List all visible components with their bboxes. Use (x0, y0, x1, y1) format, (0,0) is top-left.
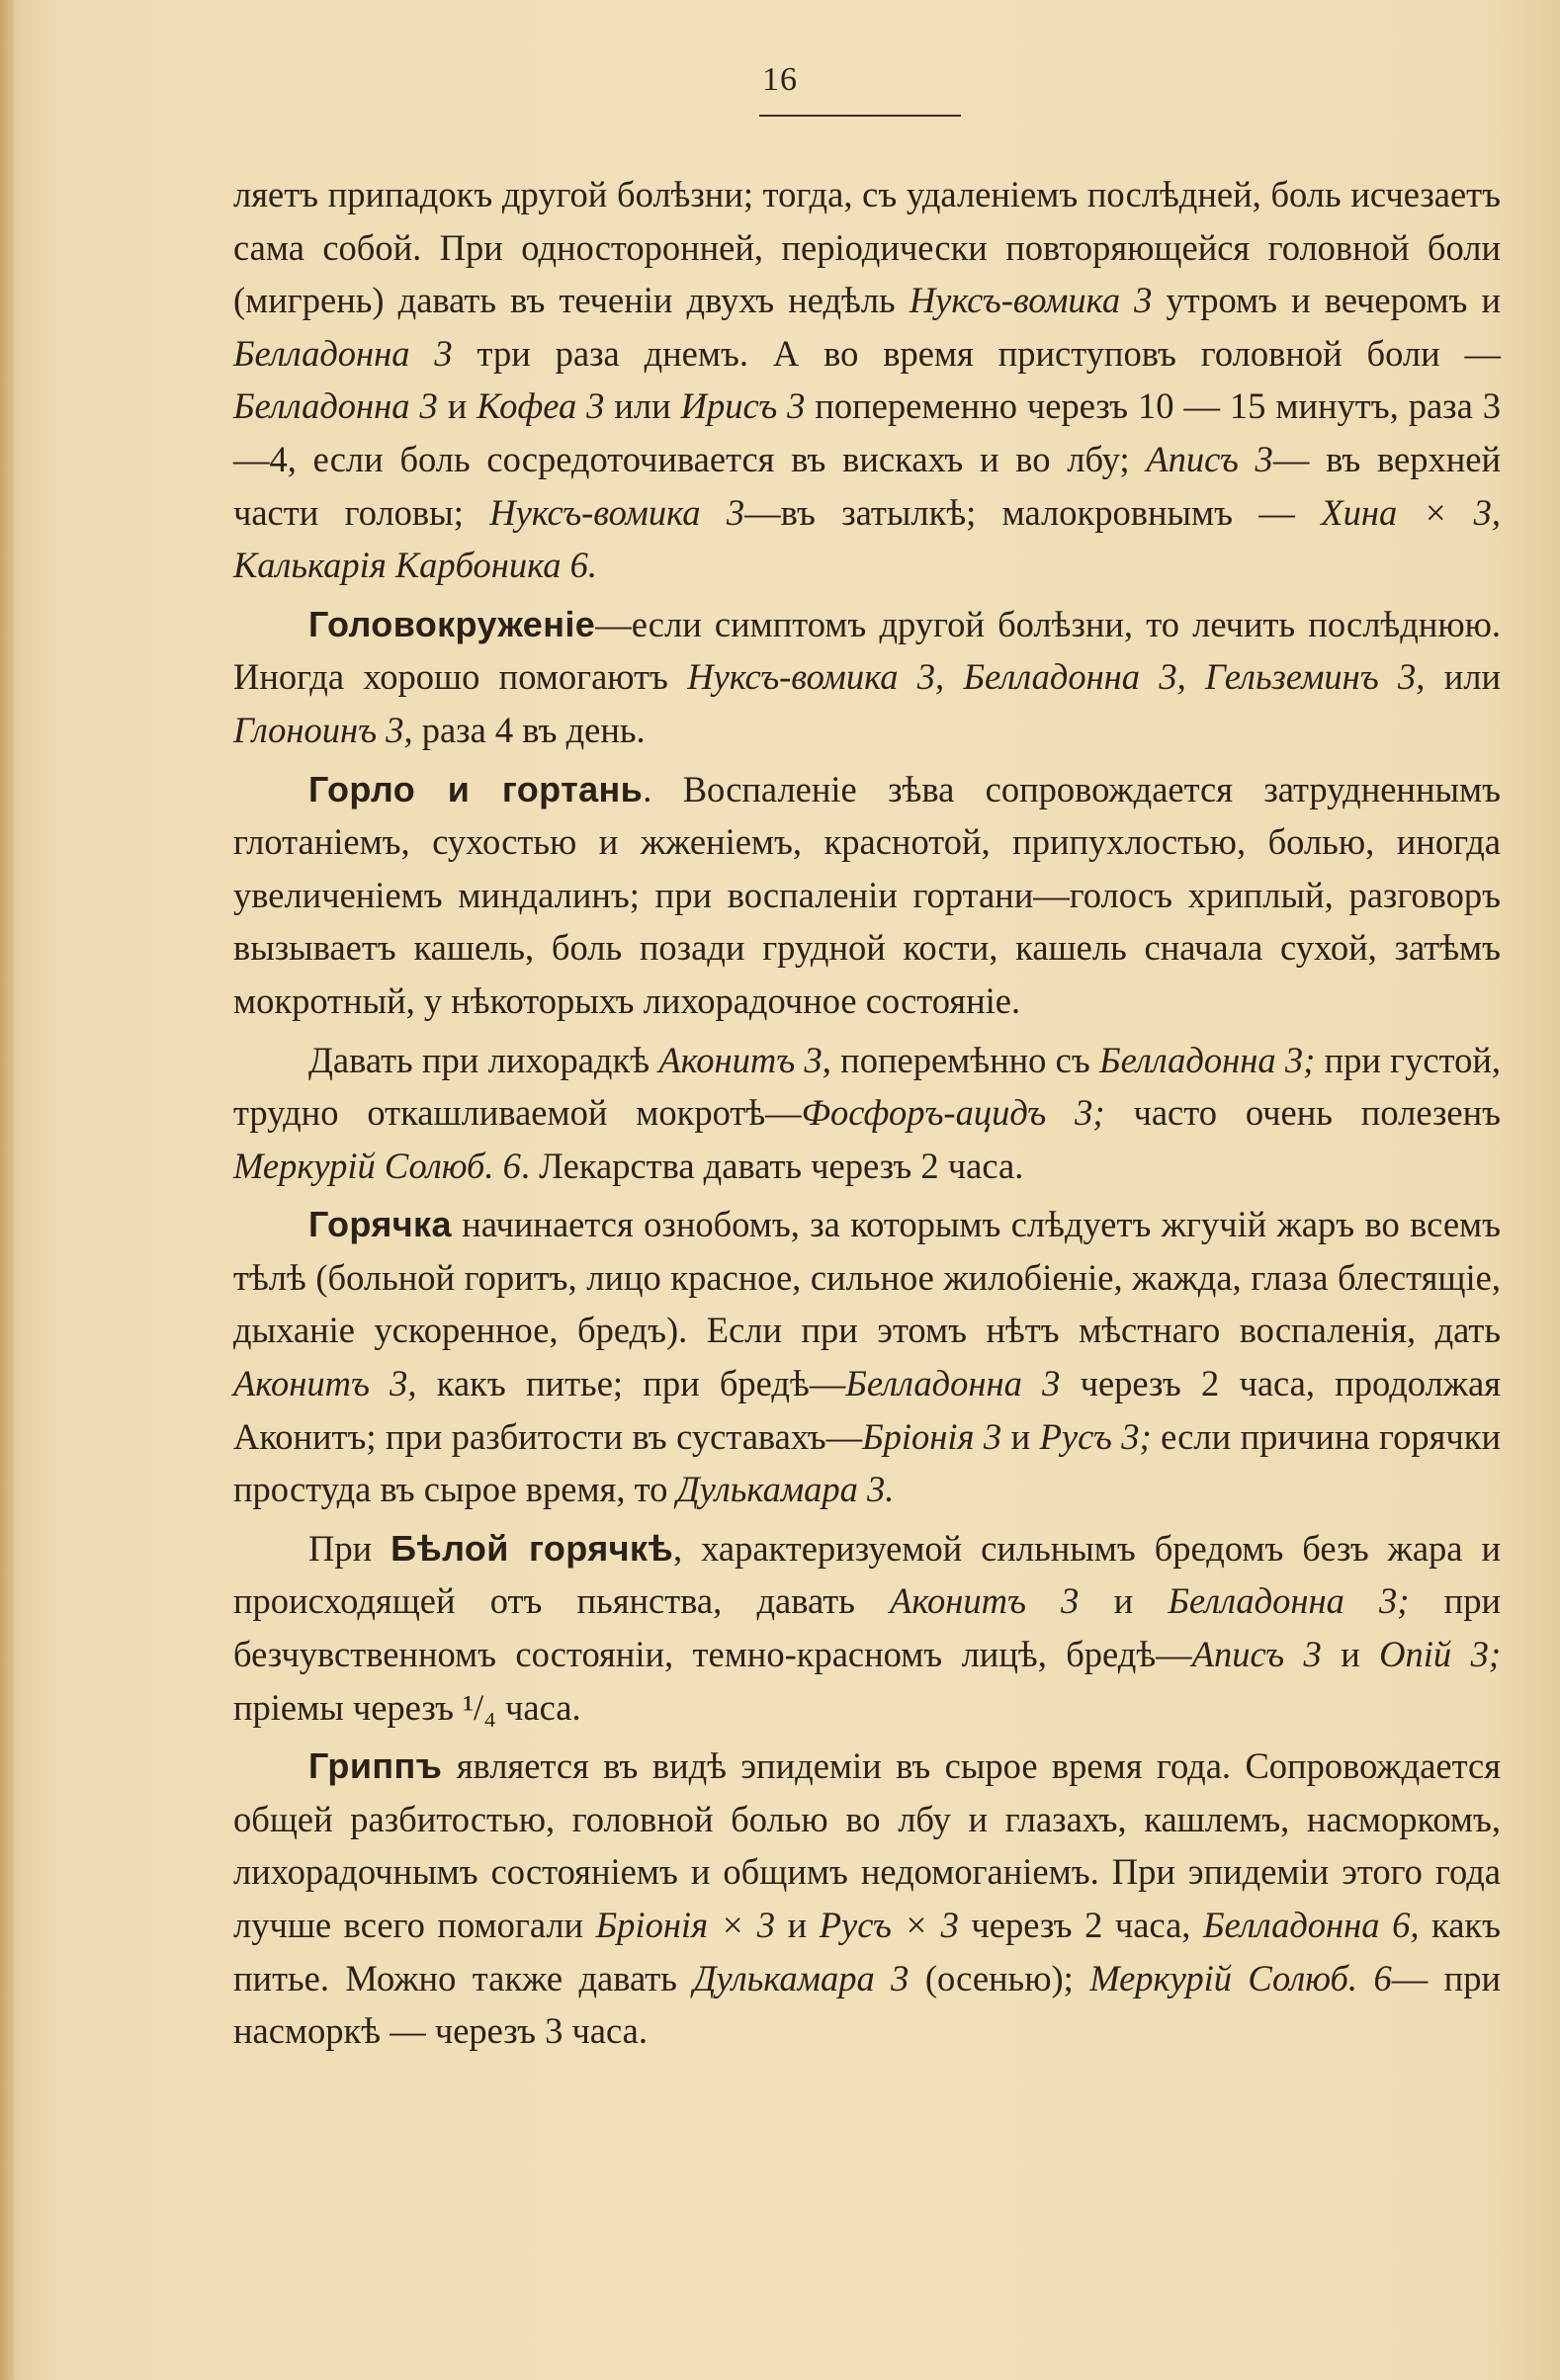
text-run: какъ питье; при бредѣ— (416, 1363, 846, 1404)
text-run: — въ верхней части головы; (233, 438, 1502, 533)
remedy-name: Нуксъ-вомика 3 (909, 280, 1153, 321)
entry-heading: Горло и гортань (308, 768, 644, 809)
text-run: (осенью); (909, 1957, 1090, 1998)
remedy-name: Аписъ 3 (1146, 438, 1273, 479)
page-number: 16 (762, 61, 798, 98)
text-run: утромъ и вечеромъ и (1152, 280, 1502, 321)
text-run: если причина горячки простуда въ сырое время, то (233, 1415, 1501, 1510)
text-run: при безчувственномъ состояніи, темно-красномъ лицѣ, бредѣ— (233, 1580, 1501, 1675)
remedy-name: Опій 3; (1379, 1634, 1501, 1675)
text-run: . Лекарства давать черезъ 2 часа. (520, 1145, 1024, 1186)
entry-heading: Гриппъ (308, 1745, 443, 1787)
text-run: и (1321, 1634, 1380, 1675)
paragraph (233, 1198, 1501, 1516)
remedy-name: Русъ × 3 (819, 1905, 959, 1945)
text-run: черезъ 2 часа, продолжая Аконитъ; при разбитости въ суставахъ— (233, 1363, 1501, 1457)
text-run: пріемы черезъ ¹/₄ часа. (233, 1686, 581, 1728)
text-run: —если симптомъ другой болѣзни, то лечить послѣднюю. Иногда хорошо помогаютъ (233, 603, 1501, 698)
text-run: —въ затылкѣ; малокровнымъ — (744, 491, 1322, 533)
text-run: начинается ознобомъ, за которымъ слѣдуетъ жгучій жаръ во всемъ тѣлѣ (больной горитъ, лицо красное, сильное жилобіеніе, жажда, глаза блестящіе, дыханіе ускоренное, бредъ). Если при этомъ нѣтъ мѣстнаго воспаленія, дать (233, 1204, 1501, 1351)
remedy-name: Белладонна 3 (233, 332, 453, 374)
page-body-text (233, 168, 1501, 2058)
text-run: черезъ 2 часа, (958, 1905, 1203, 1945)
remedy-name: Дулькамара 3. (676, 1469, 895, 1510)
text-run: является въ видѣ эпидеміи въ сырое время года. Сопровождается общей разбитостью, головной болью во лбу и глазахъ, кашлемъ, насморкомъ, лихорадочнымъ состояніемъ и общимъ недомоганіемъ. При эпидеміи этого года лучше всего помогали (233, 1745, 1501, 1945)
remedy-name: Хина × 3, Калькарія Карбоника 6. (233, 491, 1501, 586)
paragraph (233, 598, 1501, 757)
remedy-name: Бріонія × 3 (595, 1905, 776, 1945)
remedy-name: Русъ 3; (1039, 1415, 1152, 1457)
text-run: . Воспаленіе зѣва сопровождается затрудненнымъ глотаніемъ, сухостью и жженіемъ, краснотой, припухлостью, болью, иногда увеличеніемъ миндалинъ; при воспаленіи гортани—голосъ хриплый, разговоръ вызываетъ кашель, боль позади грудной кости, кашель сначала сухой, затѣмъ мокротный, у нѣкоторыхъ лихорадочное состояніе. (233, 768, 1501, 1021)
text-run: какъ питье. Можно также давать (233, 1905, 1502, 1998)
paragraph (233, 1740, 1501, 2058)
remedy-name: Белладонна 3; (1168, 1580, 1410, 1622)
remedy-name: Меркурій Солюб. 6 (233, 1145, 521, 1186)
remedy-name: Аконитъ 3 (890, 1580, 1080, 1622)
paragraph (233, 168, 1501, 592)
text-run: , характеризуемой сильнымъ бредомъ безъ жара и происходящей отъ пьянства, давать (233, 1527, 1501, 1622)
remedy-name: Нуксъ-вомика 3 (489, 491, 745, 533)
remedy-name: Белладонна 3; (1099, 1039, 1316, 1080)
paragraph (233, 763, 1501, 1028)
text-run: — при насморкѣ — черезъ 3 часа. (233, 1957, 1501, 2052)
remedy-name: Меркурій Солюб. 6 (1089, 1957, 1392, 1998)
text-run: раза 4 въ день. (412, 709, 646, 750)
remedy-name: Бріонія 3 (862, 1415, 1002, 1457)
remedy-name: Белладонна 6, (1203, 1905, 1420, 1945)
remedy-name: Белладонна 3 (233, 385, 438, 427)
text-run: , поперемѣнно съ (822, 1039, 1100, 1080)
header-rule (759, 115, 961, 117)
paragraph (233, 1522, 1501, 1734)
remedy-name: Глоноинъ 3, (233, 709, 413, 750)
remedy-name: Ирисъ 3 (680, 385, 806, 427)
remedy-name: Дулькамара 3 (693, 1957, 910, 1998)
text-run: и (437, 385, 477, 427)
paragraph (233, 1034, 1501, 1193)
remedy-name: Аписъ 3 (1191, 1634, 1322, 1675)
remedy-name: Аконитъ 3 (658, 1039, 823, 1080)
text-run: или (1425, 656, 1501, 698)
remedy-name: Белладонна 3 (845, 1363, 1061, 1404)
text-run: и (1001, 1415, 1040, 1457)
entry-heading: Бѣлой горячкѣ (390, 1527, 674, 1569)
text-run: и (1079, 1580, 1169, 1622)
remedy-name: Кофеа 3 (477, 385, 605, 427)
remedy-name: Фосфоръ-ацидъ 3; (801, 1092, 1105, 1134)
text-run: Давать при лихорадкѣ (308, 1039, 659, 1080)
text-run: три раза днемъ. А во время приступовъ головной боли — (452, 332, 1502, 374)
text-run: попеременно черезъ 10 — 15 минутъ, раза 3—4, если боль сосредоточивается въ вискахъ и во лбу; (233, 385, 1502, 479)
text-run: При (308, 1527, 391, 1569)
text-run: и (775, 1905, 820, 1945)
text-run: при густой, трудно откашливаемой мокротѣ— (233, 1039, 1501, 1134)
entry-heading: Головокруженіе (308, 603, 596, 644)
text-run: часто очень полезенъ (1104, 1092, 1501, 1134)
text-run: ляетъ припадокъ другой болѣзни; тогда, съ удаленіемъ послѣдней, боль исчезаетъ сама собой. При односторонней, періодически повторяющейся головной боли (мигрень) давать въ теченіи двухъ недѣль (233, 174, 1501, 321)
text-run: или (604, 385, 681, 427)
entry-heading: Горячка (308, 1204, 452, 1245)
remedy-name: Нуксъ-вомика 3, Белладонна 3, Гельземинъ 3, (687, 656, 1426, 698)
page-edge-shadow (0, 0, 14, 2380)
remedy-name: Аконитъ 3, (233, 1363, 417, 1404)
